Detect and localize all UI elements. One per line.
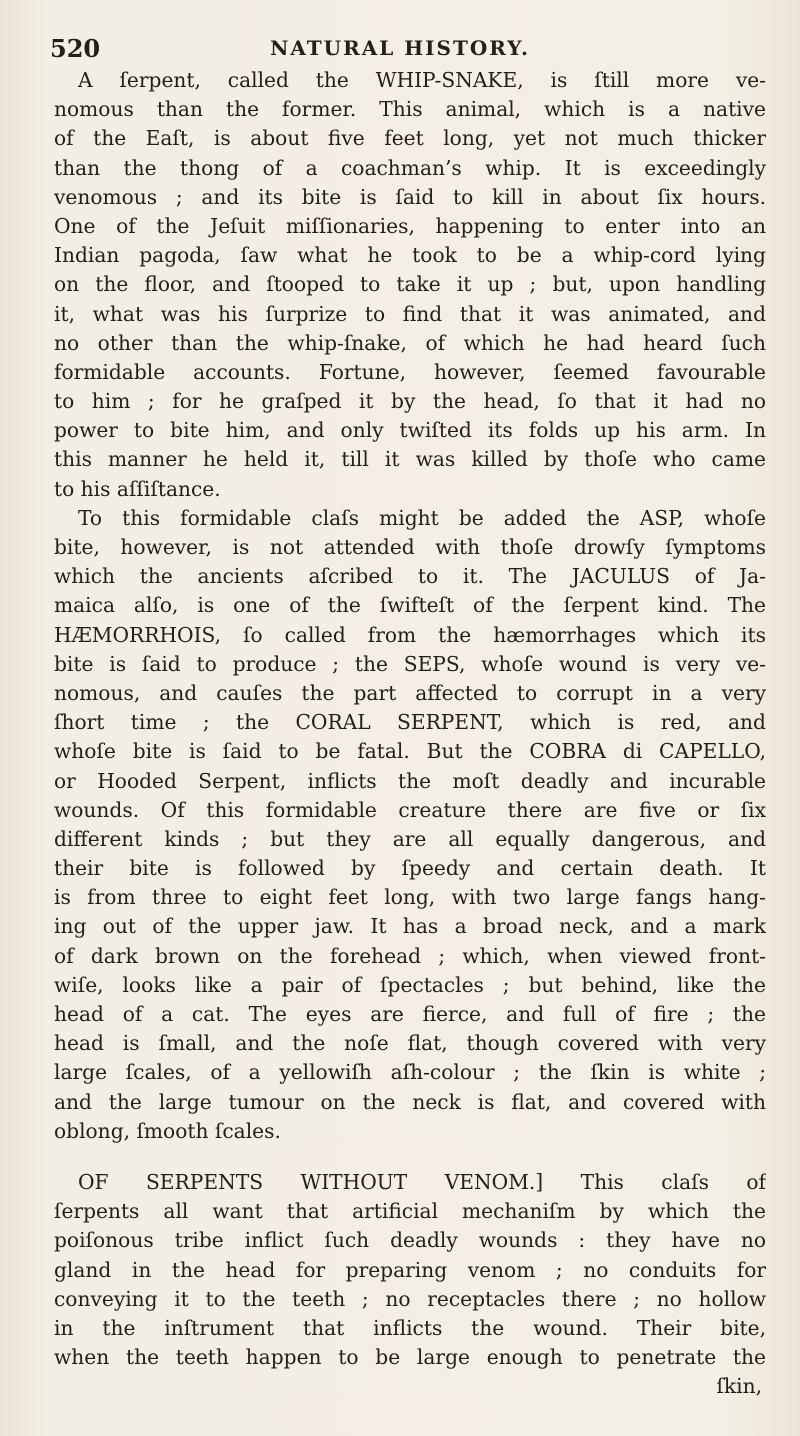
text-line: head is ſmall, and the noſe flat, though covered with very: [54, 1031, 766, 1056]
body-text: [54, 66, 766, 1401]
text-line: to his aſſiſtance.: [54, 476, 221, 501]
text-line: their bite is followed by ſpeedy and certain death. It: [54, 856, 766, 881]
text-line: ing out of the upper jaw. It has a broad neck, and a mark: [54, 914, 766, 939]
text-line: nomous, and cauſes the part affected to corrupt in a very: [54, 680, 766, 705]
text-line: wounds. Of this formidable creature there are five or ſix: [54, 797, 766, 822]
page-header: [50, 30, 750, 70]
text-line: ſerpents all want that artificial mechaniſm by which the: [54, 1199, 766, 1224]
text-line: One of the Jeſuit miſſionaries, happening to enter into an: [54, 213, 766, 238]
text-line: this manner he held it, till it was killed by thoſe who came: [54, 447, 766, 472]
text-line: which the ancients aſcribed to it. The JACULUS of Ja-: [54, 564, 766, 589]
text-line: To this formidable claſs might be added the ASP, whoſe: [78, 505, 766, 530]
text-line: maica alſo, is one of the ſwifteſt of the ſerpent kind. The: [54, 593, 766, 618]
text-line: it, what was his ſurprize to find that it was animated, and: [54, 301, 766, 326]
text-line: of dark brown on the forehead ; which, when viewed front-: [54, 943, 766, 968]
text-line: to him ; for he graſped it by the head, ſo that it had no: [54, 389, 766, 414]
text-line: bite, however, is not attended with thoſe drowſy ſymptoms: [54, 535, 766, 559]
text-line: is from three to eight feet long, with two large fangs hang-: [54, 885, 766, 910]
text-line: oblong, ſmooth ſcales.: [54, 1118, 281, 1143]
text-line: different kinds ; but they are all equally dangerous, and: [54, 826, 766, 851]
text-line: gland in the head for preparing venom ; no conduits for: [54, 1257, 766, 1282]
text-line: large ſcales, of a yellowiſh aſh-colour ; the ſkin is white ;: [54, 1060, 766, 1085]
text-line: and the large tumour on the neck is flat, and covered with: [54, 1089, 766, 1114]
text-line: Indian pagoda, ſaw what he took to be a whip-cord lying: [54, 243, 766, 268]
text-line: no other than the whip-ſnake, of which he had heard ſuch: [54, 330, 766, 355]
text-line: HÆMORRHOIS, ſo called from the hæmorrhages which its: [54, 622, 766, 647]
section-heading-line: OF SERPENTS WITHOUT VENOM.] This claſs of: [78, 1169, 766, 1194]
text-line: formidable accounts. Fortune, however, ſeemed favourable: [54, 359, 766, 384]
text-line: than the thong of a coachman’s whip. It is exceedingly: [54, 155, 766, 180]
text-line: on the floor, and ſtooped to take it up ; but, upon handling: [54, 272, 766, 297]
text-line: bite is ſaid to produce ; the SEPS, whoſe wound is very ve-: [54, 651, 766, 676]
text-line: conveying it to the teeth ; no receptacles there ; no hollow: [54, 1286, 766, 1311]
running-head: NATURAL HISTORY.: [270, 36, 530, 60]
text-line: when the teeth happen to be large enough to penetrate the: [54, 1345, 766, 1370]
text-line: A ſerpent, called the WHIP-SNAKE, is ſtill more ve-: [78, 68, 766, 92]
text-line: whoſe bite is ſaid to be fatal. But the COBRA di CAPELLO,: [54, 739, 766, 764]
text-line: in the inſtrument that inflicts the wound. Their bite,: [54, 1315, 766, 1340]
text-line: of the Eaſt, is about five feet long, yet not much thicker: [54, 126, 766, 151]
text-line: ſhort time ; the CORAL SERPENT, which is red, and: [54, 710, 766, 735]
text-line: wiſe, looks like a pair of ſpectacles ; but behind, like the: [54, 972, 766, 997]
paragraph-gap: [54, 1146, 766, 1168]
text-line: head of a cat. The eyes are fierce, and full of fire ; the: [54, 1002, 766, 1026]
text-line: or Hooded Serpent, inflicts the moſt deadly and incurable: [54, 768, 766, 793]
page-number: 520: [50, 34, 101, 63]
text-line: nomous than the former. This animal, which is a native: [54, 97, 766, 122]
text-line: poiſonous tribe inflict ſuch deadly wounds : they have no: [54, 1228, 766, 1253]
catchword: ſkin,: [716, 1374, 762, 1399]
text-line: venomous ; and its bite is ſaid to kill in about ſix hours.: [54, 184, 766, 209]
text-line: power to bite him, and only twiſted its folds up his arm. In: [54, 418, 766, 443]
